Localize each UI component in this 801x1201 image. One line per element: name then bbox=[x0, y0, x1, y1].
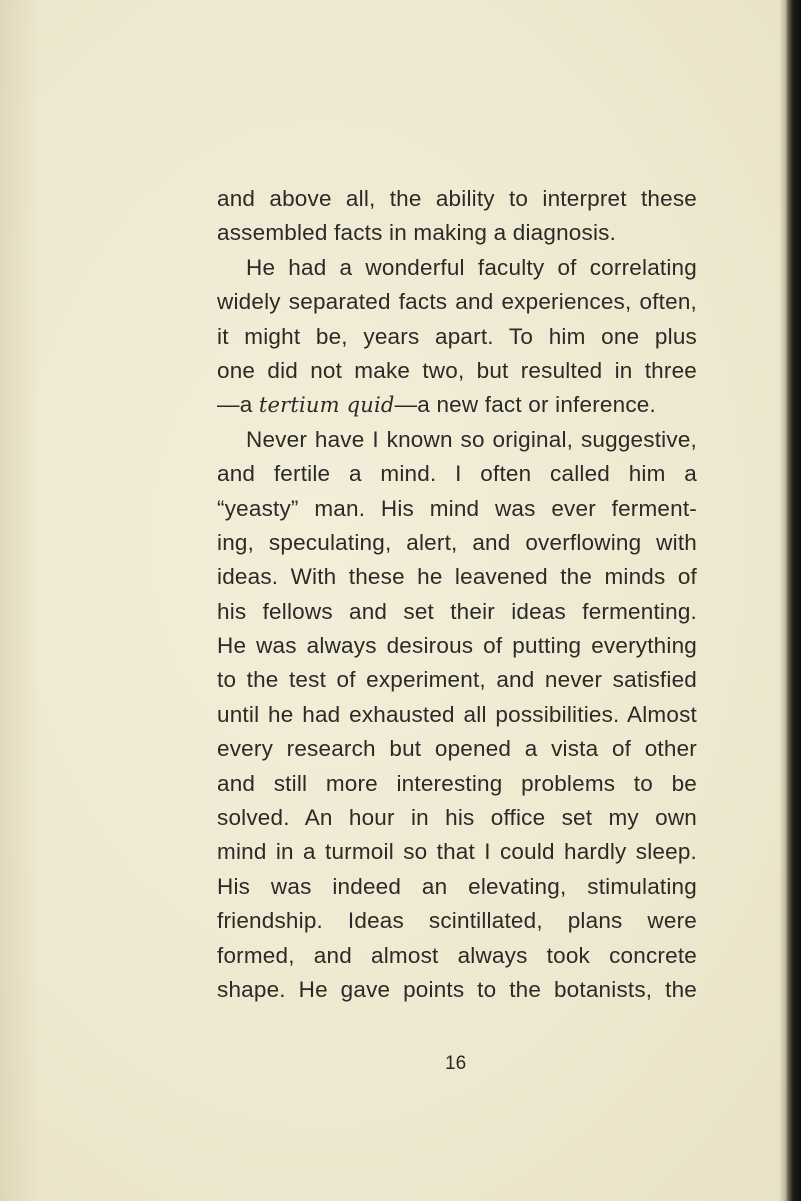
text-line: Never have I known so original, suggestive, bbox=[246, 426, 697, 452]
body-text bbox=[217, 182, 697, 1007]
text-line: and still more interesting problems to be bbox=[217, 770, 697, 796]
text-fragment: —a new fact or inference. bbox=[394, 392, 656, 418]
text-line: friendship. Ideas scintillated, plans were bbox=[217, 908, 697, 934]
text-line: ideas. With these he leavened the minds of bbox=[217, 564, 697, 590]
text-line: mind in a turmoil so that I could hardly sleep. bbox=[217, 839, 697, 865]
text-line: every research but opened a vista of other bbox=[217, 736, 697, 762]
text-line: one did not make two, but resulted in three bbox=[217, 357, 697, 383]
text-line: and above all, the ability to interpret these bbox=[217, 186, 697, 211]
text-line: widely separated facts and experiences, often, bbox=[217, 289, 697, 315]
text-line: it might be, years apart. To him one plus bbox=[217, 323, 697, 349]
text-line: and fertile a mind. I often called him a bbox=[217, 461, 697, 487]
text-line: solved. An hour in his office set my own bbox=[217, 805, 697, 831]
text-line: His was indeed an elevating, stimulating bbox=[217, 873, 697, 899]
text-line: He was always desirous of putting everything bbox=[217, 633, 697, 659]
text-line: formed, and almost always took concrete bbox=[217, 942, 697, 968]
text-line: “yeasty” man. His mind was ever ferment- bbox=[217, 495, 697, 521]
text-line: assembled facts in making a diagnosis. bbox=[217, 220, 617, 246]
italic-phrase: tertium quid bbox=[258, 393, 395, 418]
text-fragment: —a bbox=[217, 392, 259, 418]
page-number: 16 bbox=[445, 1053, 467, 1074]
text-line: He had a wonderful faculty of correlating bbox=[246, 254, 697, 280]
text-line: to the test of experiment, and never satisfied bbox=[217, 667, 697, 693]
text-line: until he had exhausted all possibilities. Almost bbox=[217, 701, 697, 727]
text-line: shape. He gave points to the botanists, the bbox=[217, 976, 697, 1002]
book-binding-edge bbox=[785, 0, 801, 1201]
text-line: his fellows and set their ideas fermenting. bbox=[217, 598, 697, 624]
text-line bbox=[217, 388, 697, 422]
text-line: ing, speculating, alert, and overflowing with bbox=[217, 529, 697, 555]
